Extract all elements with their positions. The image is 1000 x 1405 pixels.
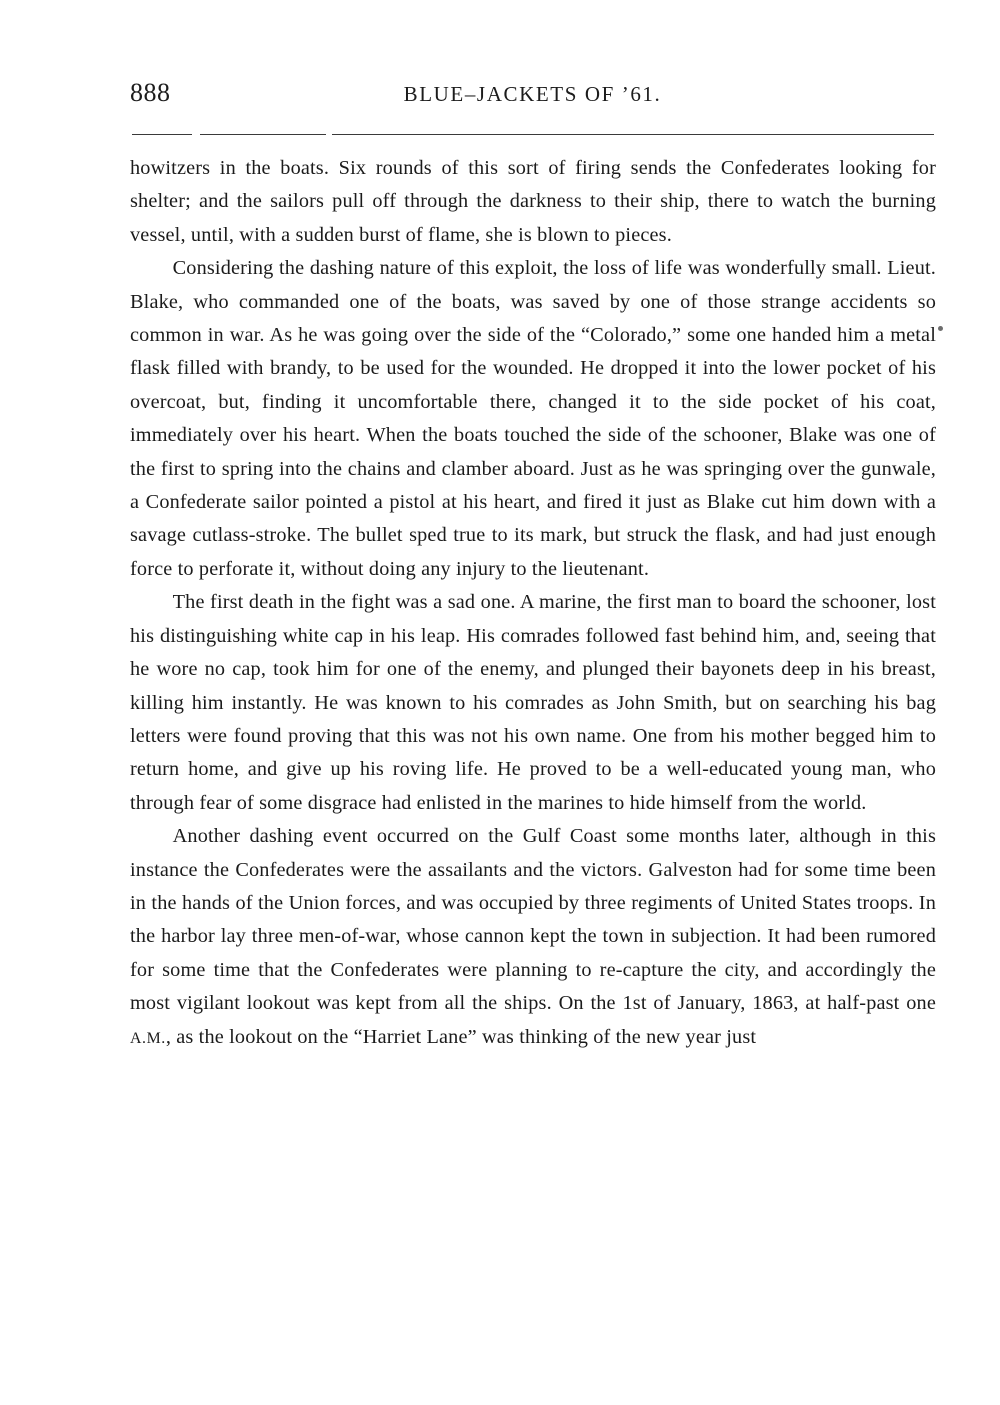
page-header: [130, 78, 935, 118]
small-caps-am: A.M.: [130, 1029, 166, 1047]
divider-segment: [132, 134, 192, 135]
header-divider: [132, 132, 934, 138]
page-number: 888: [130, 78, 171, 107]
paragraph-part: , as the lookout on the “Harriet Lane” was thinking of the new year just: [165, 1025, 757, 1048]
divider-segment: [332, 134, 934, 135]
paragraph: Considering the dashing nature of this exploit, the loss of life was wonderfully small. Lieut. Blake, who commanded one of the boats, was saved by one of those strange accidents so common in war. As he was going over the side of the “Colorado,” some one handed him a metal flask filled with brandy, to be used for the wounded. He dropped it into the lower pocket of his overcoat, but, finding it uncomfortable there, changed it to the side pocket of his coat, immediately over his heart. When the boats touched the side of the schooner, Blake was one of the first to spring into the chains and clamber aboard. Just as he was springing over the gunwale, a Confederate sailor pointed a pistol at his heart, and fired it just as Blake cut him down with a savage cutlass-stroke. The bullet sped true to its mark, but struck the flask, and had just enough force to perforate it, without doing any injury to the lieutenant.: [130, 257, 936, 580]
body-text: [130, 152, 936, 1055]
page-edge-speck: [938, 326, 943, 331]
divider-segment: [200, 134, 326, 135]
paragraph: [130, 820, 936, 1055]
paragraph: The first death in the fight was a sad one. A marine, the first man to board the schooner, lost his distinguishing white cap in his leap. His comrades followed fast behind him, and, seeing that he wore no cap, took him for one of the enemy, and plunged their bayonets deep in his breast, killing him instantly. He was known to his comrades as John Smith, but on searching his bag letters were found proving that this was not his own name. One from his mother begged him to return home, and give up his roving life. He proved to be a well-educated young man, who through fear of some disgrace had enlisted in the marines to hide himself from the world.: [130, 591, 936, 814]
running-title: BLUE–JACKETS OF ’61.: [403, 82, 662, 106]
paragraph: howitzers in the boats. Six rounds of this sort of firing sends the Confederates looking for shelter; and the sailors pull off through the darkness to their ship, there to watch the burning vessel, until, with a sudden burst of flame, she is blown to pieces.: [130, 157, 936, 246]
paragraph-part: Another dashing event occurred on the Gulf Coast some months later, although in this instance the Confederates were the assailants and the victors. Galveston had for some time been in the hands of the Union forces, and was occupied by three regiments of United States troops. In the harbor lay three men-of-war, whose cannon kept the town in subjection. It had been rumored for some time that the Confederates were planning to re-capture the city, and accordingly the most vigilant lookout was kept from all the ships. On the 1st of January, 1863, at half-past one: [130, 825, 936, 1015]
